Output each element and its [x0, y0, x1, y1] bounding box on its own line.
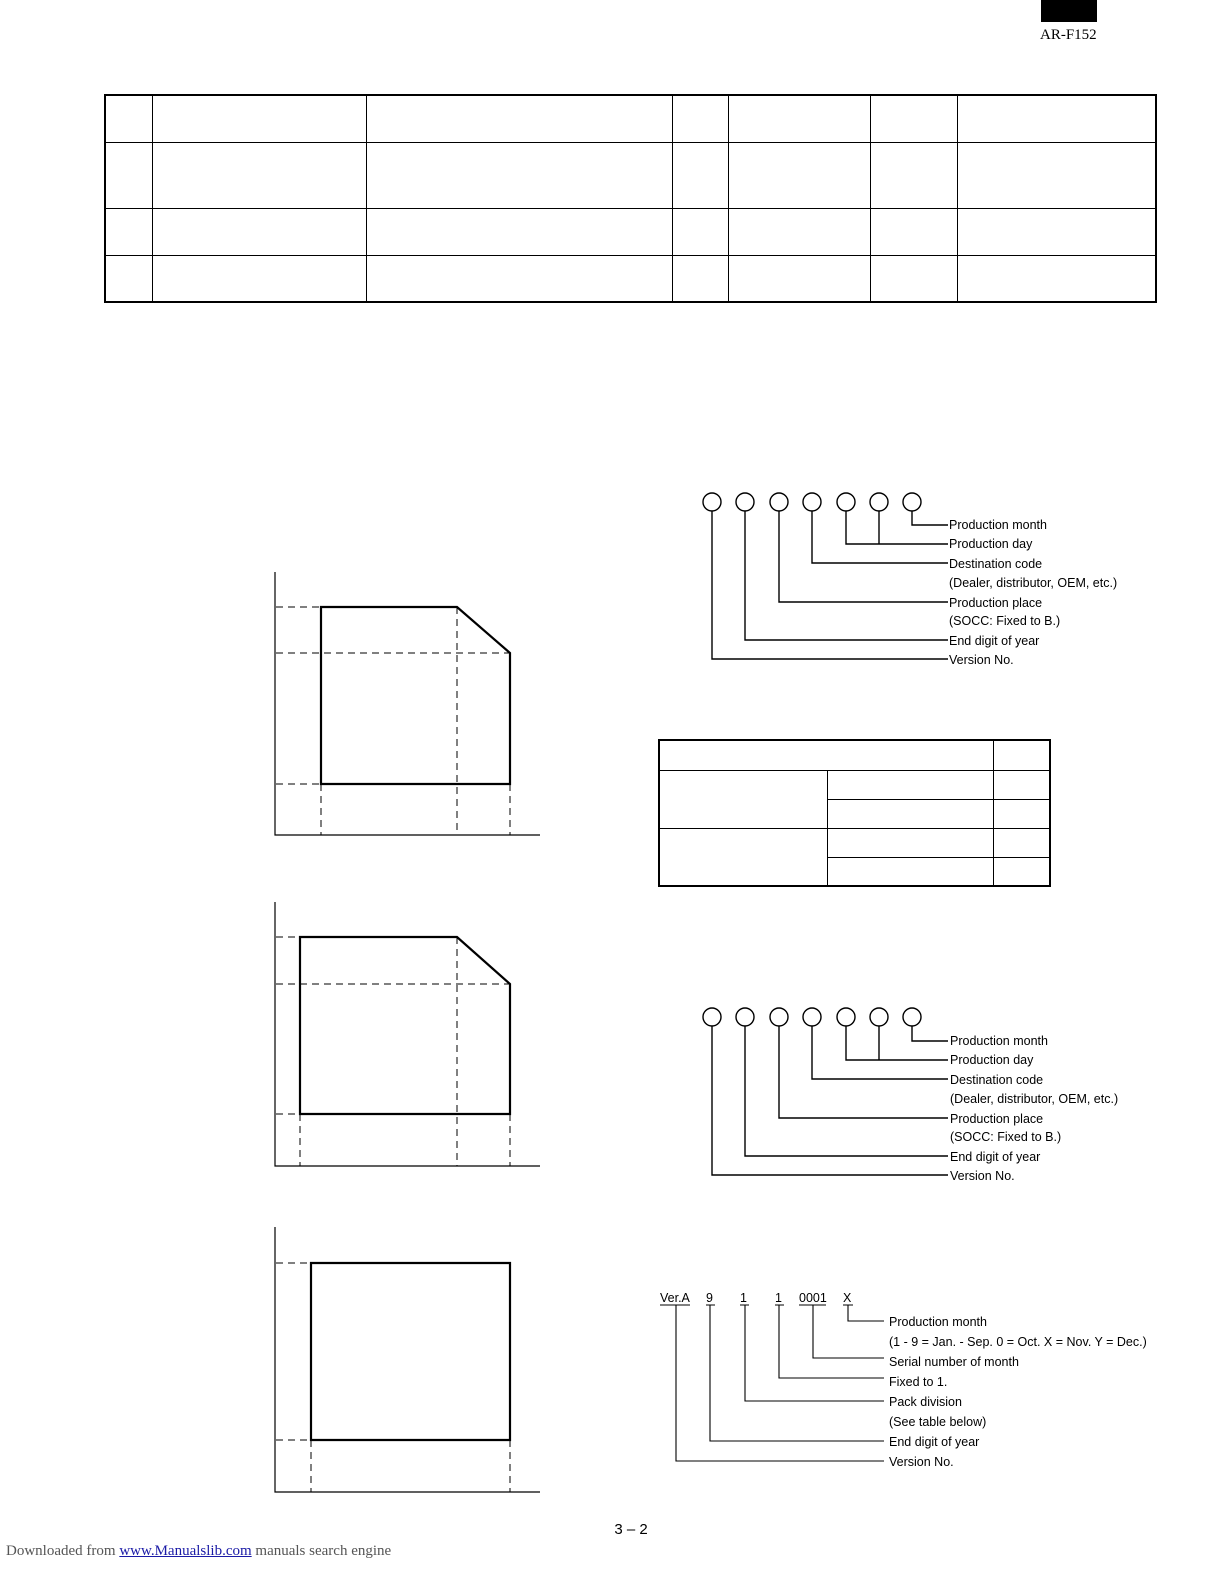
d3-label-pack-division: Pack division [889, 1395, 962, 1409]
d2-label-version-no: Version No. [950, 1169, 1015, 1183]
d3-label-fixed-to-1: Fixed to 1. [889, 1375, 948, 1389]
d1-label-place-note: (SOCC: Fixed to B.) [949, 614, 1061, 628]
d3-label-end-digit-year: End digit of year [889, 1435, 980, 1449]
footer-prefix: Downloaded from [6, 1543, 120, 1559]
code-version: Ver.A [660, 1291, 690, 1305]
code-year-digit: 9 [706, 1291, 713, 1305]
d1-label-production-month: Production month [949, 518, 1047, 532]
d3-label-serial-number: Serial number of month [889, 1355, 1019, 1369]
code-month: X [843, 1291, 852, 1305]
page-number: 3 – 2 [614, 1521, 648, 1538]
d3-label-see-table: (See table below) [889, 1415, 987, 1429]
footer-link[interactable]: www.Manualslib.com [119, 1543, 252, 1559]
model-number: AR-F152 [1040, 27, 1097, 43]
d1-label-production-place: Production place [949, 596, 1043, 610]
code-serial: 0001 [799, 1291, 827, 1305]
d2-label-production-day: Production day [950, 1053, 1034, 1067]
code-fixed: 1 [775, 1291, 782, 1305]
d1-label-destination-code: Destination code [949, 557, 1043, 571]
code-pack-division: 1 [740, 1291, 747, 1305]
d3-label-version-no: Version No. [889, 1455, 954, 1469]
serial-diagram-1 [703, 493, 948, 659]
footer [6, 1543, 391, 1560]
d2-label-destination-note: (Dealer, distributor, OEM, etc.) [950, 1092, 1119, 1106]
d2-label-production-place: Production place [950, 1112, 1044, 1126]
serial-diagram-2 [703, 1008, 948, 1175]
d3-label-month-codes: (1 - 9 = Jan. - Sep. 0 = Oct. X = Nov. Y = Dec.) [889, 1335, 1147, 1349]
graph-1 [275, 572, 540, 835]
footer-suffix: manuals search engine [251, 1543, 392, 1559]
d2-label-production-month: Production month [950, 1034, 1048, 1048]
d2-label-end-digit-year: End digit of year [950, 1150, 1041, 1164]
serial-diagram-3 [660, 1305, 884, 1461]
d1-label-destination-note: (Dealer, distributor, OEM, etc.) [949, 576, 1118, 590]
graph-2 [275, 902, 540, 1166]
d2-label-destination-code: Destination code [950, 1073, 1044, 1087]
graph-3 [275, 1227, 540, 1492]
d3-label-production-month: Production month [889, 1315, 987, 1329]
d2-label-place-note: (SOCC: Fixed to B.) [950, 1130, 1062, 1144]
d1-label-version-no: Version No. [949, 653, 1014, 667]
d1-label-production-day: Production day [949, 537, 1033, 551]
d1-label-end-digit-year: End digit of year [949, 634, 1040, 648]
